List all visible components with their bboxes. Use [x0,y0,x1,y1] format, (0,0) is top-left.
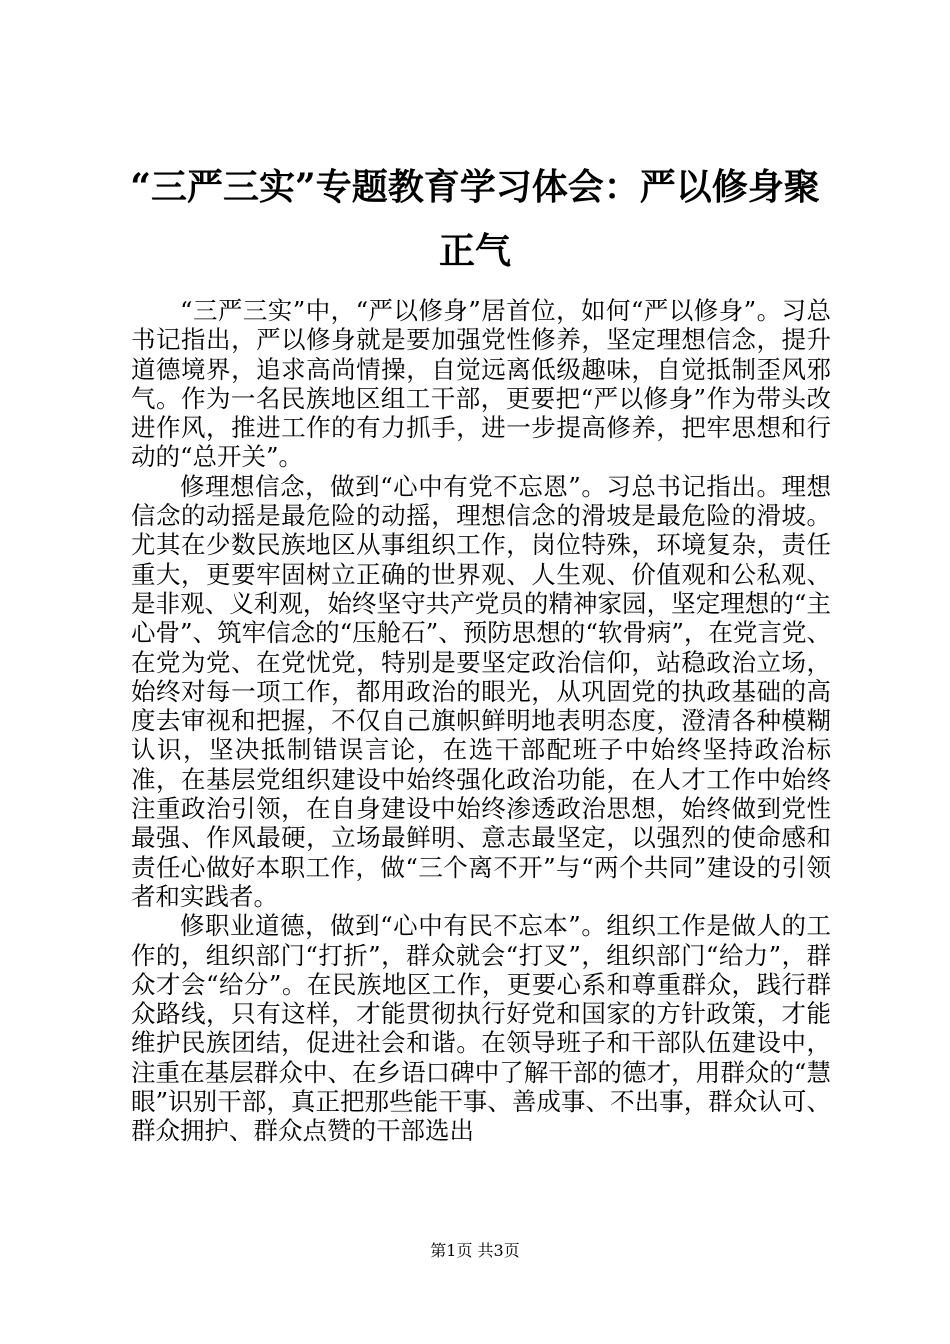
paragraph-3: 修职业道德，做到“心中有民不忘本”。组织工作是做人的工作的，组织部门“打折”，群众就会“打叉”，组织部门“给力”，群众才会“给分”。在民族地区工作，更要心系和尊重群众，践行群众路线，只有这样，才能贯彻执行好党和国家的方针政策，才能维护民族团结，促进社会和谐。在领导班子和干部队伍建设中，注重在基层群众中、在乡语口碑中了解干部的德才，用群众的“慧眼”识别干部，真正把那些能干事、善成事、不出事，群众认可、群众拥护、群众点赞的干部选出 [131,911,831,1146]
document-title: “三严三实”专题教育学习体会：严以修身聚正气 [130,166,820,272]
paragraph-2: 修理想信念，做到“心中有党不忘恩”。习总书记指出。理想信念的动摇是最危险的动摇，理想信念的滑坡是最危险的滑坡。尤其在少数民族地区从事组织工作，岗位特殊，环境复杂，责任重大，更要牢固树立正确的世界观、人生观、价值观和公私观、是非观、义利观，始终坚守共产党员的精神家园，坚定理想的“主心骨”、筑牢信念的“压舱石”、预防思想的“软骨病”，在党言党、在党为党、在党忧党，特别是要坚定政治信仰，站稳政治立场，始终对每一项工作，都用政治的眼光，从巩固党的执政基础的高度去审视和把握，不仅自己旗帜鲜明地表明态度，澄清各种模糊认识，坚决抵制错误言论，在选干部配班子中始终坚持政治标准，在基层党组织建设中始终强化政治功能，在人才工作中始终注重政治引领，在自身建设中始终渗透政治思想，始终做到党性最强、作风最硬，立场最鲜明、意志最坚定，以强烈的使命感和责任心做好本职工作，做“三个离不开”与“两个共同”建设的引领者和实践者。 [131,471,831,911]
document-body [131,296,831,1146]
page-number-footer: 第1页 共3页 [430,1241,520,1260]
paragraph-1: “三严三实”中，“严以修身”居首位，如何“严以修身”。习总书记指出，严以修身就是要加强党性修养，坚定理想信念，提升道德境界，追求高尚情操，自觉远离低级趣味，自觉抵制歪风邪气。作为一名民族地区组工干部，更要把“严以修身”作为带头改进作风，推进工作的有力抓手，进一步提高修养，把牢思想和行动的“总开关”。 [131,296,831,472]
